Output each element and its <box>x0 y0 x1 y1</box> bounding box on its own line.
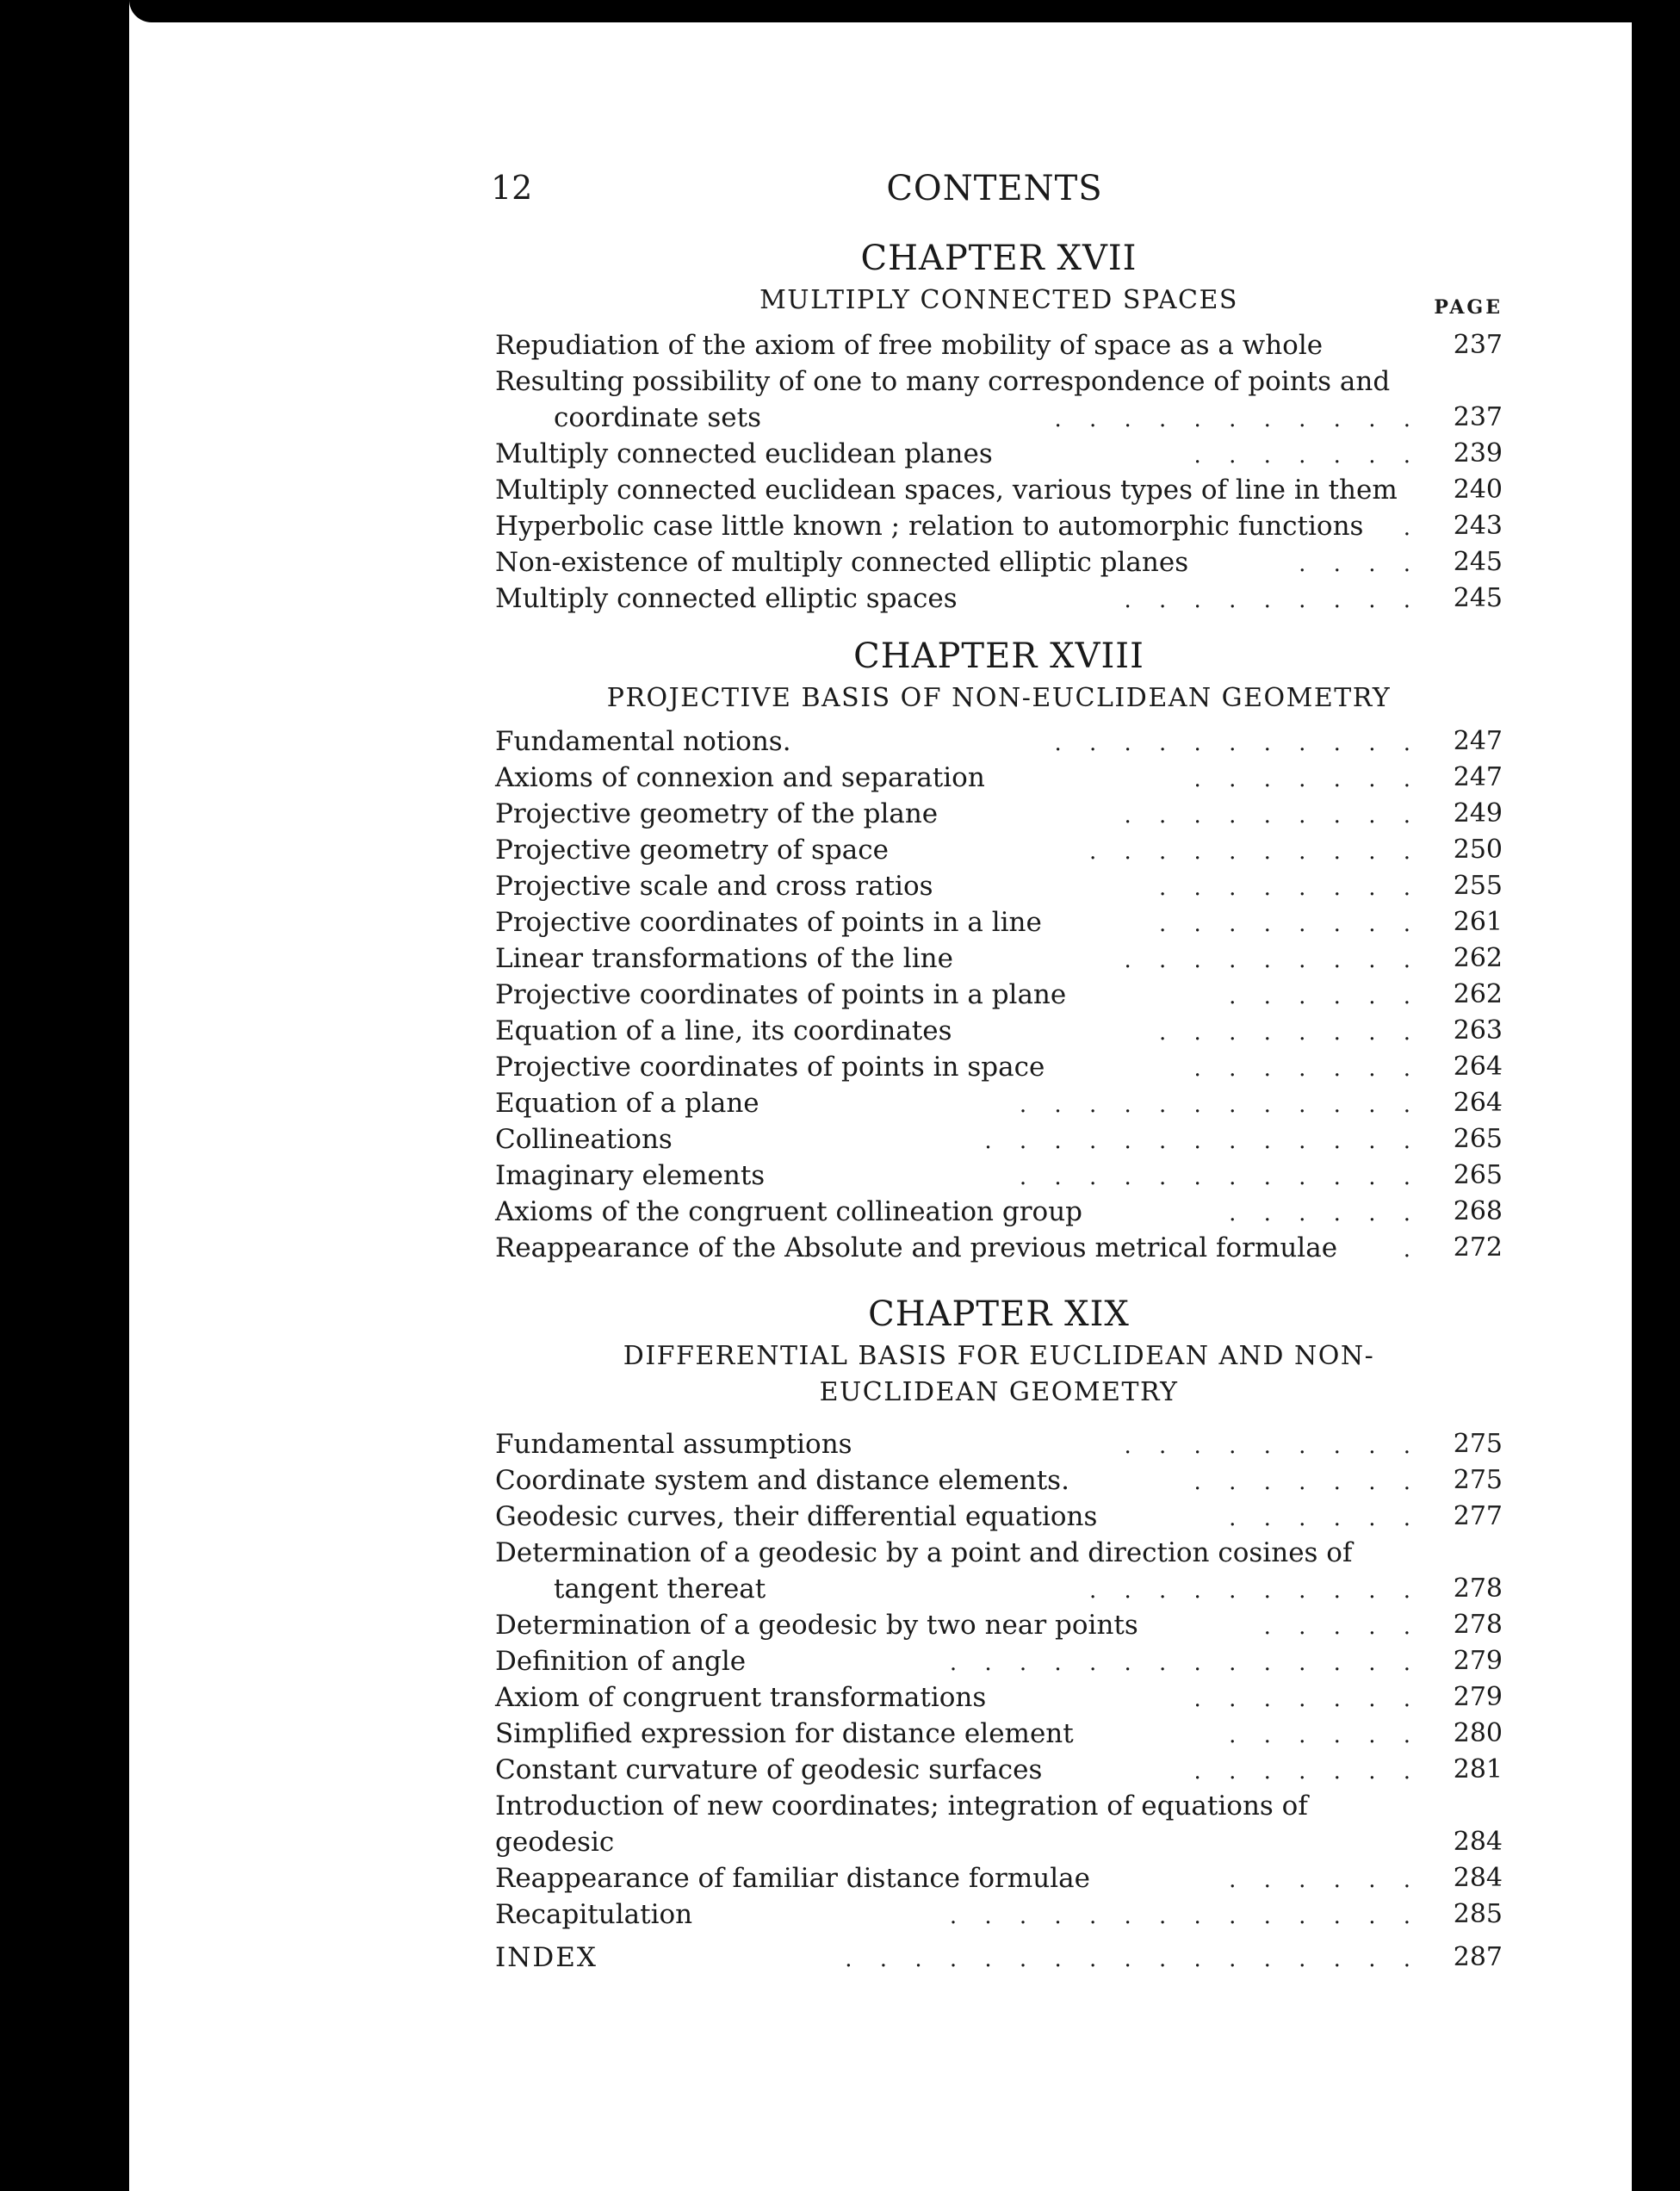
toc-entry[interactable] <box>495 1860 1503 1896</box>
entry-title: Multiply connected euclidean planes <box>495 438 993 469</box>
entry-title: Simplified expression for distance element <box>495 1718 1074 1749</box>
dot-leader: . . . . . . . . <box>1159 875 1421 901</box>
entry-page: 237 <box>1453 402 1503 432</box>
chapter-xvii <box>495 234 1503 617</box>
dot-leader: . . . . . . . . . . . . <box>1019 1164 1421 1190</box>
toc-entry[interactable] <box>495 940 1503 977</box>
entry-title-continued: coordinate sets <box>554 402 761 433</box>
dot-leader: . . . . . . . <box>1193 1686 1421 1712</box>
dot-leader: . . . . . . <box>1229 984 1421 1009</box>
toc-entry[interactable] <box>495 760 1503 796</box>
dot-leader: . . . . . . . . . . . <box>1054 730 1421 756</box>
entry-page: 262 <box>1453 979 1503 1009</box>
toc-entry[interactable] <box>495 1788 1503 1860</box>
dot-leader: . . . . . . . . . . . . . . <box>949 1650 1421 1676</box>
toc-entry[interactable] <box>495 1121 1503 1158</box>
entry-page: 239 <box>1453 438 1503 469</box>
entry-page: 275 <box>1453 1465 1503 1495</box>
toc-entry[interactable] <box>495 580 1503 617</box>
entry-title: Multiply connected elliptic spaces <box>495 583 958 614</box>
dot-leader: . . . . <box>1299 551 1421 577</box>
toc-entry[interactable] <box>495 1462 1503 1499</box>
chapter-subtitle-text: MULTIPLY CONNECTED SPACES <box>759 285 1238 315</box>
chapter-title: CHAPTER XVIII <box>853 636 1144 676</box>
dot-leader: . . . . . . <box>1229 1867 1421 1893</box>
dot-leader: . . . . . . . . . . <box>1088 839 1421 865</box>
dot-leader: . . . . . . . . . <box>1124 947 1421 973</box>
toc-entry[interactable] <box>495 1158 1503 1194</box>
entry-title: Projective coordinates of points in a line <box>495 907 1042 938</box>
entry-title: Projective coordinates of points in a plane <box>495 979 1067 1010</box>
entry-title: Recapitulation <box>495 1899 693 1930</box>
dot-leader: . . . . . . <box>1229 1722 1421 1748</box>
entry-page: 279 <box>1453 1646 1503 1676</box>
scan-border-top <box>129 0 1637 22</box>
dot-leader: . . . . . . . . . . . . . <box>984 1128 1421 1154</box>
dot-leader: . . . . . . . <box>1193 1759 1421 1784</box>
entry-page: 264 <box>1453 1052 1503 1082</box>
entry-page: 265 <box>1453 1160 1503 1190</box>
entry-page: 255 <box>1453 871 1503 901</box>
dot-leader: . . . . . <box>1263 1614 1421 1640</box>
entry-page: 240 <box>1453 475 1503 505</box>
entry-page: 264 <box>1453 1088 1503 1118</box>
toc-entry[interactable] <box>495 796 1503 832</box>
toc-entry[interactable] <box>495 363 1503 436</box>
toc-entry[interactable] <box>495 1426 1503 1462</box>
entry-title: Axioms of the congruent collineation group <box>495 1196 1083 1227</box>
dot-leader: . . . . . . . . . <box>1124 803 1421 829</box>
entry-title: Projective scale and cross ratios <box>495 871 933 902</box>
dot-leader: . . . . . . . <box>1193 1469 1421 1495</box>
toc-entry[interactable] <box>495 1049 1503 1085</box>
entry-title: Equation of a plane <box>495 1088 759 1119</box>
entry-title: Imaginary elements <box>495 1160 766 1191</box>
entry-page: 245 <box>1453 583 1503 613</box>
toc-entry[interactable] <box>495 1085 1503 1121</box>
page-number: 12 <box>491 169 533 207</box>
entry-title: Coordinate system and distance elements. <box>495 1465 1069 1496</box>
dot-leader: . . . . . . . . . . . <box>1054 407 1421 432</box>
toc-entry[interactable] <box>495 1679 1503 1716</box>
entry-title: Collineations <box>495 1124 673 1155</box>
toc-entry[interactable] <box>495 508 1503 544</box>
page-column-label: PAGE <box>1434 296 1503 319</box>
chapter-subtitle-line-1: DIFFERENTIAL BASIS FOR EUCLIDEAN AND NON- <box>623 1341 1375 1371</box>
entry-title: Constant curvature of geodesic surfaces <box>495 1754 1043 1785</box>
entry-title: Non-existence of multiply connected elliptic planes <box>495 547 1189 578</box>
scan-border-right <box>1632 0 1680 2191</box>
toc-entry[interactable] <box>495 327 1503 363</box>
entry-page: 284 <box>1453 1827 1503 1857</box>
entry-title: INDEX <box>495 1942 598 1973</box>
dot-leader: . . . . . . . . . . . . . . <box>949 1903 1421 1929</box>
toc-entry[interactable] <box>495 1752 1503 1788</box>
entry-page: 265 <box>1453 1124 1503 1154</box>
toc-entry[interactable] <box>495 1607 1503 1643</box>
toc-entry[interactable] <box>495 1535 1503 1607</box>
toc-entry[interactable] <box>495 832 1503 868</box>
entry-page: 279 <box>1453 1682 1503 1712</box>
toc-entry-index[interactable] <box>495 1940 1503 1976</box>
entry-title: Fundamental notions. <box>495 726 791 757</box>
chapter-xviii <box>495 632 1503 1266</box>
entry-title: Projective geometry of the plane <box>495 798 939 829</box>
running-header <box>491 169 1498 220</box>
dot-leader: . . . . . . . . . <box>1124 1433 1421 1459</box>
entry-page: 249 <box>1453 798 1503 829</box>
dot-leader: . . . . . . . . . . . . <box>1019 1092 1421 1118</box>
toc-entry[interactable] <box>495 1716 1503 1752</box>
entry-page: 245 <box>1453 547 1503 577</box>
chapter-subtitle <box>495 282 1503 319</box>
toc-entry[interactable] <box>495 472 1503 508</box>
chapter-subtitle-line-2: EUCLIDEAN GEOMETRY <box>819 1377 1179 1407</box>
chapter-title: CHAPTER XIX <box>868 1294 1130 1334</box>
entry-page: 287 <box>1453 1942 1503 1972</box>
dot-leader: . . . . . . . <box>1193 767 1421 792</box>
entry-title: Hyperbolic case little known ; relation to automorphic functions <box>495 511 1364 542</box>
dot-leader: . <box>1403 1237 1421 1263</box>
entry-title: Resulting possibility of one to many correspondence of points and <box>495 366 1391 397</box>
entry-page: 277 <box>1453 1501 1503 1531</box>
entry-page: 262 <box>1453 943 1503 973</box>
entry-page: 280 <box>1453 1718 1503 1748</box>
entry-page: 261 <box>1453 907 1503 937</box>
toc-entry[interactable] <box>495 544 1503 580</box>
toc-entry[interactable] <box>495 1194 1503 1230</box>
entry-title: Introduction of new coordinates; integration of equations of geodesic <box>495 1791 1308 1858</box>
entry-title: Projective geometry of space <box>495 835 889 866</box>
toc-entry[interactable] <box>495 868 1503 904</box>
toc-entry[interactable] <box>495 904 1503 940</box>
dot-leader: . . . . . . . . <box>1159 911 1421 937</box>
entry-title: Determination of a geodesic by two near points <box>495 1610 1138 1641</box>
dot-leader: . . . . . . . . . . . . . . . . . <box>845 1946 1421 1972</box>
entry-page: 247 <box>1453 726 1503 756</box>
entry-page: 275 <box>1453 1429 1503 1459</box>
entry-title: Reappearance of familiar distance formulae <box>495 1863 1090 1894</box>
toc-entry[interactable] <box>495 1896 1503 1933</box>
entry-title: Repudiation of the axiom of free mobility of space as a whole <box>495 330 1324 361</box>
entry-page: 285 <box>1453 1899 1503 1929</box>
entry-page: 247 <box>1453 762 1503 792</box>
toc-entries <box>495 1426 1503 1976</box>
dot-leader: . . . . . . <box>1229 1201 1421 1226</box>
dot-leader: . . . . . . . . . . <box>1088 1578 1421 1604</box>
dot-leader: . <box>1403 515 1421 541</box>
entry-title: Determination of a geodesic by a point and direction cosines of <box>495 1537 1353 1568</box>
toc-entry[interactable] <box>495 1499 1503 1535</box>
toc-entry[interactable] <box>495 977 1503 1013</box>
entry-page: 243 <box>1453 511 1503 541</box>
entry-title: Geodesic curves, their differential equations <box>495 1501 1098 1532</box>
toc-entry[interactable] <box>495 723 1503 760</box>
entry-page: 272 <box>1453 1232 1503 1263</box>
dot-leader: . . . . . . . <box>1193 1056 1421 1082</box>
dot-leader: . . . . . . . . <box>1159 1020 1421 1046</box>
entry-page: 278 <box>1453 1573 1503 1604</box>
entry-page: 284 <box>1453 1863 1503 1893</box>
entry-page: 263 <box>1453 1015 1503 1046</box>
entry-title: Definition of angle <box>495 1646 747 1677</box>
dot-leader: . . . . . . . . . <box>1124 587 1421 613</box>
chapter-xix <box>495 1290 1503 1976</box>
dot-leader: . . . . . . . <box>1193 443 1421 469</box>
entry-title: Linear transformations of the line <box>495 943 953 974</box>
entry-title: Projective coordinates of points in space <box>495 1052 1045 1083</box>
dot-leader: . . . . . . <box>1229 1505 1421 1531</box>
scan-border-left <box>0 0 129 2191</box>
running-title: CONTENTS <box>886 169 1103 208</box>
entry-page: 278 <box>1453 1610 1503 1640</box>
entry-title: Equation of a line, its coordinates <box>495 1015 952 1046</box>
toc-entry[interactable] <box>495 1013 1503 1049</box>
entry-page: 237 <box>1453 330 1503 360</box>
toc-entry[interactable] <box>495 1643 1503 1679</box>
chapter-title: CHAPTER XVII <box>860 239 1138 278</box>
entry-title: Axioms of connexion and separation <box>495 762 985 793</box>
toc-entry[interactable] <box>495 1230 1503 1266</box>
chapter-subtitle <box>495 1338 1503 1411</box>
entry-title: Reappearance of the Absolute and previous metrical formulae <box>495 1232 1338 1263</box>
entry-title: Multiply connected euclidean spaces, various types of line in them <box>495 475 1398 506</box>
entry-title: Fundamental assumptions <box>495 1429 852 1460</box>
toc-entries <box>495 723 1503 1266</box>
chapter-subtitle: PROJECTIVE BASIS OF NON-EUCLIDEAN GEOMETRY <box>606 683 1392 713</box>
entry-title-continued: tangent thereat <box>554 1573 766 1604</box>
entry-page: 281 <box>1453 1754 1503 1784</box>
entry-page: 268 <box>1453 1196 1503 1226</box>
entry-page: 250 <box>1453 835 1503 865</box>
toc-entry[interactable] <box>495 436 1503 472</box>
toc-entries <box>495 327 1503 617</box>
entry-title: Axiom of congruent transformations <box>495 1682 987 1713</box>
